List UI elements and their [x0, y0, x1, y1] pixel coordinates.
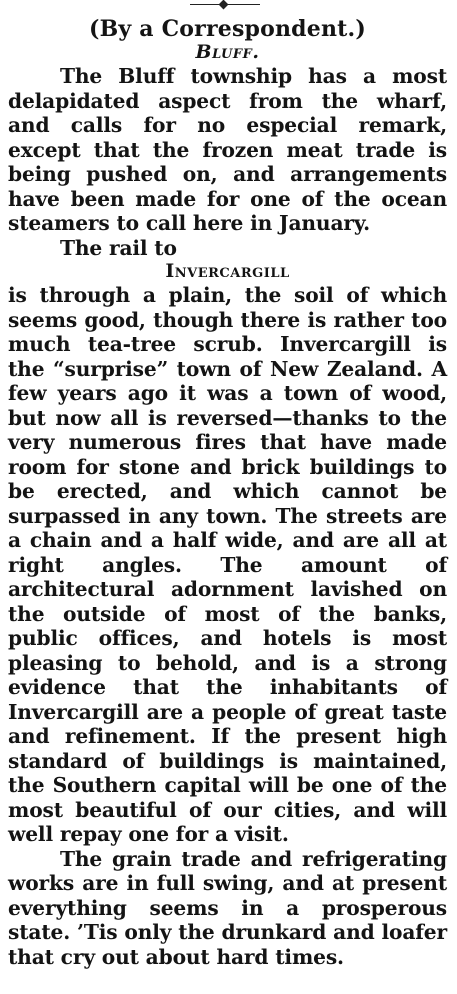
- ornamental-rule: [190, 4, 260, 5]
- paragraph-grain: The grain trade and refrigerating works are in full swing, and at present everything seems in a prosperous state. ’Tis only the drunkard and loafer that cry out about hard times.: [8, 846, 447, 969]
- paragraph-rail: The rail to: [60, 235, 177, 260]
- byline: (By a Correspondent.): [89, 16, 366, 42]
- subhead-bluff: Bluff.: [195, 41, 260, 63]
- subhead-invercargill: Invercargill: [165, 260, 290, 282]
- paragraph-bluff: The Bluff township has a most delapidated aspect from the wharf, and calls for no especial remark, except that the frozen meat trade is being pushed on, and arrangements have been made for one of the ocean steamers to call here in January.: [8, 64, 447, 235]
- paragraph-invercargill: is through a plain, the soil of which seems good, though there is rather too much tea-tree scrub. Invercargill is the “surprise” town of New Zealand. A few years ago it was a town of wood, but now all is reversed—thanks to the very numerous fires that have made room for stone and brick buildings to be erected, and which cannot be surpassed in any town. The streets are a chain and a half wide, and are all at right angles. The amount of architectural adornment lavished on the outside of most of the banks, public offices, and hotels is most pleasing to behold, and is a strong evidence that the inhabitants of Invercargill are a people of great taste and refinement. If the present high standard of buildings is maintained, the Southern capital will be one of the most beautiful of our cities, and will well repay one for a visit.: [8, 283, 447, 846]
